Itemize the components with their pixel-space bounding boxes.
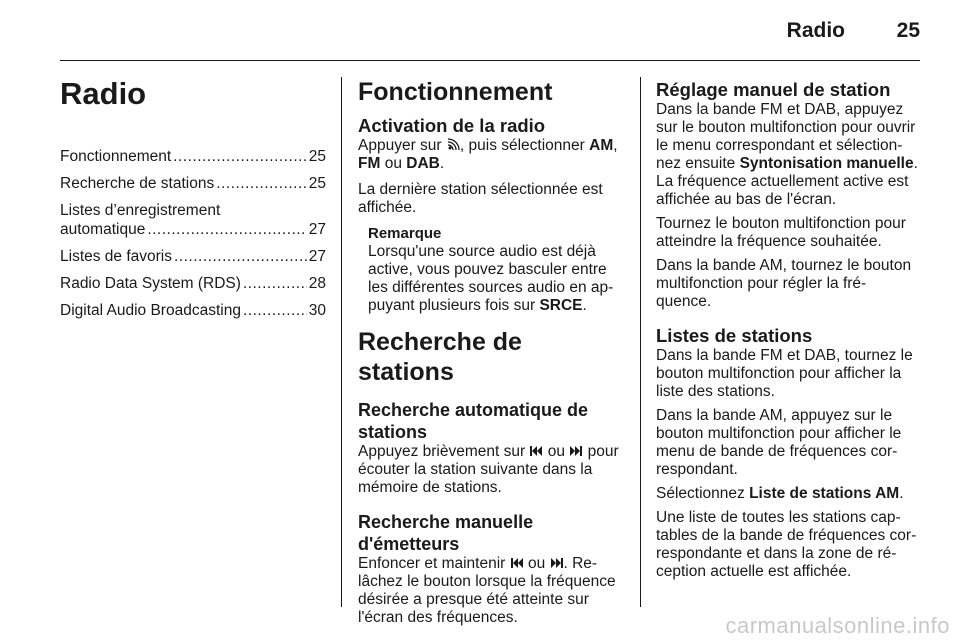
subsection-title-activation: Activation de la radio [358, 115, 546, 136]
paragraph-reglage-1: Dans la bande FM et DAB, appuyez sur le bouton multifonction pour ouvrir le menu correspondant et sélection-nez ensuite Syntonisation manuelle. La fréquence actuellement active est affichée au bas de l'écran. [656, 101, 918, 208]
toc-entry-recherche[interactable]: Recherche de stations ..... 25 [60, 174, 326, 193]
toc-entry-rds[interactable]: Radio Data System (RDS) ..... 28 [60, 274, 326, 293]
column-divider-2 [640, 77, 641, 607]
paragraph-reglage-2: Tournez le bouton multifonction pour atteindre la fréquence souhaitée. [656, 215, 906, 250]
toc-entry-listes-enregistrement[interactable]: Listes d’enregistrement automatique ..... 27 [60, 201, 326, 239]
column-divider-1 [341, 77, 342, 607]
toc-entry-dab[interactable]: Digital Audio Broadcasting ..... 30 [60, 301, 326, 320]
seek-back-icon [529, 444, 543, 458]
paragraph-listes-2: Dans la bande AM, appuyez sur le bouton multifonction pour afficher le menu de bande de fréquences cor-respondant. [656, 407, 902, 478]
section-title-fonctionnement: Fonctionnement [358, 78, 553, 106]
paragraph-reglage-3: Dans la bande AM, tournez le bouton multifonction pour régler la fré-quence. [656, 257, 912, 310]
section-title-recherche: Recherche de stations [358, 328, 522, 386]
paragraph-last-station: La dernière station sélectionnée est affichée. [358, 181, 603, 216]
paragraph-listes-3: Sélectionnez Liste de stations AM. [656, 485, 904, 502]
subsection-title-auto: Recherche automatique de stations [358, 400, 589, 442]
seek-forward-icon [569, 444, 583, 458]
column-toc [60, 62, 326, 328]
paragraph-auto: Appuyez brièvement sur ou pour écouter la station suivante dans la mémoire de stations. [358, 443, 619, 496]
table-of-contents [60, 147, 326, 320]
subsection-title-listes: Listes de stations [656, 325, 813, 346]
note-text: Lorsqu'une source audio est déjà active, vous pouvez basculer entre les différentes sources audio en ap-puyant plusieurs fois sur SRCE. [368, 243, 614, 314]
paragraph-listes-4: Une liste de toutes les stations cap-tables de la bande de fréquences cor-respondante et dans la zone de ré-ception actuelle est affichée. [656, 509, 917, 580]
running-title: Radio [786, 19, 845, 42]
subsection-title-reglage: Réglage manuel de station [656, 79, 891, 100]
note-title: Remarque [368, 225, 442, 242]
audio-source-icon [446, 138, 460, 152]
column-reglage [656, 62, 920, 581]
paragraph-listes-1: Dans la bande FM et DAB, tournez le bouton multifonction pour afficher la liste des stations. [656, 347, 913, 400]
page-number: 25 [896, 19, 920, 42]
chapter-title: Radio [60, 76, 147, 111]
toc-entry-fonctionnement[interactable]: Fonctionnement ..... 25 [60, 147, 326, 166]
page-header [0, 0, 960, 62]
seek-back-icon [510, 556, 524, 570]
subsection-title-manuelle: Recherche manuelle d'émetteurs [358, 512, 534, 554]
paragraph-manuelle: Enfoncer et maintenir ou . Re-lâchez le bouton lorsque la fréquence désirée a presque été atteinte sur l'écran des fréquences. [358, 555, 616, 626]
paragraph-activation: Appuyer sur , puis sélectionner AM, FM ou DAB. [358, 137, 618, 172]
header-rule [60, 60, 920, 61]
watermark: carmanualsonline.info [725, 613, 950, 638]
column-fonctionnement [358, 62, 624, 627]
toc-entry-favoris[interactable]: Listes de favoris ..... 27 [60, 247, 326, 266]
note-box [358, 225, 624, 315]
seek-forward-icon [550, 556, 564, 570]
